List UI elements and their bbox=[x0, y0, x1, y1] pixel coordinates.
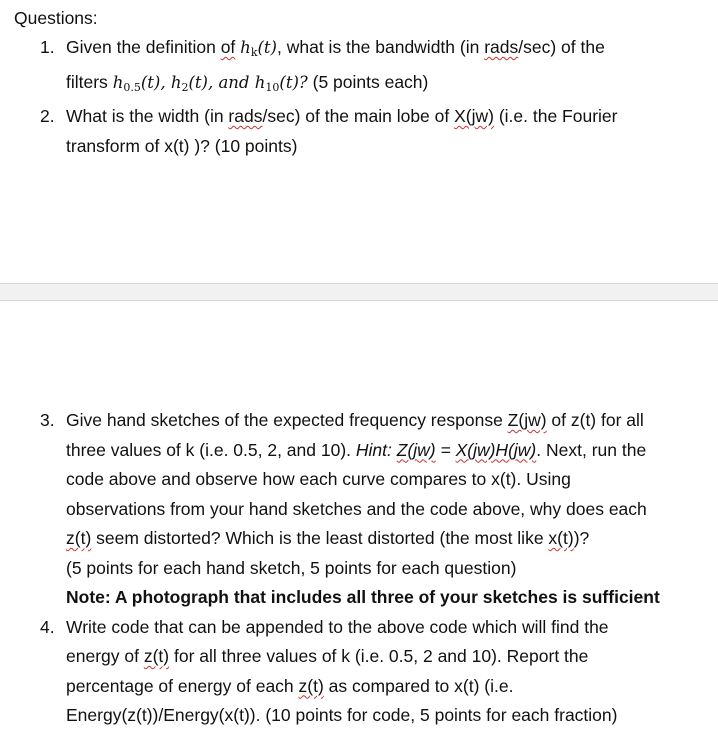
question-1 bbox=[0, 33, 718, 102]
question-text: Write code that can be appended to the above code which will find the energy of z(t) for all three values of k (i.e. 0.5, 2 and 10). Report the percentage of energy of each z(t) as compared to x(t) (i.e. Energy(z(t))/Energy(x(t)). (10 points for code, 5 points for each fraction) bbox=[66, 616, 618, 725]
note-text: Note: A photograph that includes all three of your sketches is sufficient bbox=[66, 587, 660, 607]
question-3 bbox=[0, 406, 718, 613]
question-number: 4. bbox=[40, 616, 55, 637]
page-bottom-section bbox=[0, 300, 718, 745]
question-text: Give hand sketches of the expected frequency response Z(jw) of z(t) for all three values of k (i.e. 0.5, 2, and 10). Hint: Z(jw) = X(jw)H(jw). Next, run the code above and observe how each curve compares to x(t). Using observations from your hand sketches and the code above, why does each z(t) seem distorted? Which is the least distorted (the most like x(t))? (5 points for each hand sketch, 5 points for each question) Note: A photograph that includes all three of your sketches is sufficient bbox=[66, 410, 660, 607]
question-list-top bbox=[0, 33, 718, 161]
question-text: Given the definition of $h_k(t)$, what is the bandwidth (in rads/sec) of the filters $h_{0.5}(t)$, $h_2(t)$, and $h_{10}(t)$? (5 points each) bbox=[66, 37, 605, 94]
page-break-divider bbox=[0, 283, 718, 301]
question-text: What is the width (in rads/sec) of the main lobe of X(jw) (i.e. the Fourier transform of x(t) )? (10 points) bbox=[66, 106, 618, 156]
question-4 bbox=[0, 613, 718, 731]
questions-heading: Questions: bbox=[14, 8, 98, 28]
question-list-bottom bbox=[0, 406, 718, 731]
page-top-section bbox=[0, 0, 718, 280]
question-number: 2. bbox=[40, 106, 55, 126]
question-2 bbox=[0, 102, 718, 161]
question-number: 1. bbox=[40, 37, 55, 57]
question-number: 3. bbox=[40, 410, 55, 430]
